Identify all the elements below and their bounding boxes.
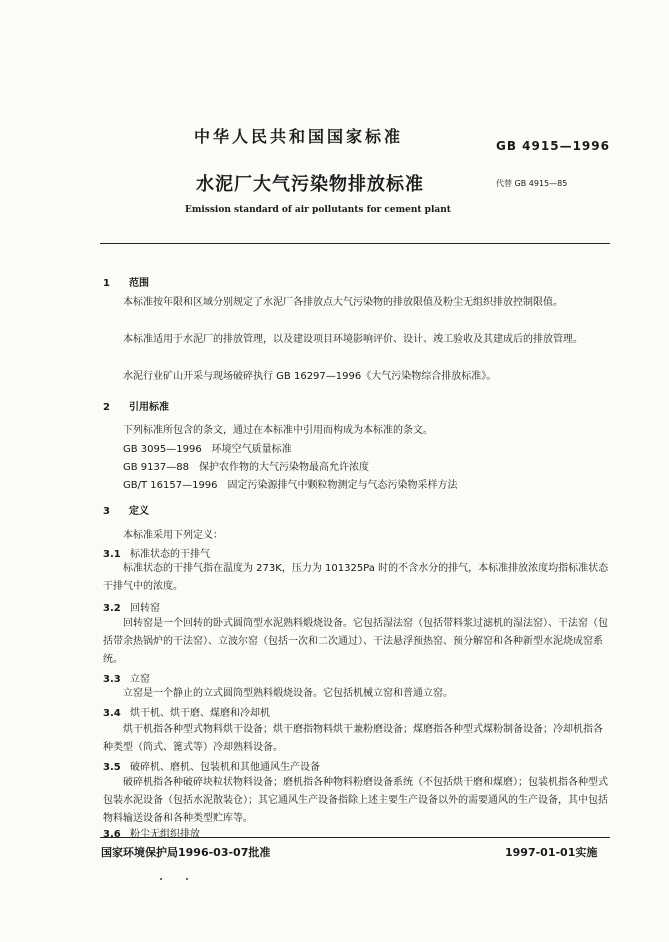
- definition-3-2-text: 回转窑是一个回转的卧式圆筒型水泥熟料煅烧设备。它包括湿法窑（包括带料浆过滤机的湿法窑）、干法窑（包括带余热锅炉的干法窑）、立波尔窑（包括一次和二次通过）、干法悬浮预热窑、预分解窑和各种新型水泥烧成窑系统。: [103, 618, 608, 665]
- definition-3-4-heading: [103, 704, 270, 719]
- effective-date: 1997-01-01实施: [505, 846, 598, 859]
- definition-3-3-text: 立窑是一个静止的立式圆筒型熟料煅烧设备。它包括机械立窑和普通立窑。: [123, 688, 453, 699]
- clause-number: 3.4: [103, 708, 121, 719]
- section-title: 引用标准: [129, 402, 169, 413]
- standard-code: GB 4915—1996: [496, 139, 610, 153]
- reference-item: GB/T 16157—1996 固定污染源排气中颗粒物测定与气态污染物采样方法: [123, 480, 458, 491]
- clause-number: 3.3: [103, 674, 121, 685]
- section-number: 1: [103, 278, 110, 289]
- reference-item: GB 9137—88 保护农作物的大气污染物最高允许浓度: [123, 462, 369, 473]
- scope-paragraph-2: 本标准适用于水泥厂的排放管理，以及建设项目环境影响评价、设计、竣工验收及其建成后的排放管理。: [123, 334, 583, 345]
- references-intro: 下列标准所包含的条文，通过在本标准中引用而构成为本标准的条文。: [123, 425, 433, 436]
- section-number: 2: [103, 402, 110, 413]
- section-title: 定义: [129, 506, 149, 517]
- definition-3-1-heading: [103, 545, 210, 560]
- clause-title: 立窑: [130, 674, 150, 685]
- section-3-heading: [103, 502, 149, 517]
- clause-number: 3.2: [103, 603, 121, 614]
- section-title: 范围: [129, 278, 149, 289]
- document-title: 水泥厂大气污染物排放标准: [196, 174, 424, 195]
- definition-3-5-text: 破碎机指各种破碎块粒状物料设备；磨机指各种物料粉磨设备系统（不包括烘干磨和煤磨）；包装机指各种型式包装水泥设备（包括水泥散装仓）；其它通风生产设备指除上述主要生产设备以外的需要通风的生产设备，其中包括物料输送设备和各种类型贮库等。: [103, 777, 608, 824]
- reference-item: GB 3095—1996 环境空气质量标准: [123, 444, 292, 455]
- clause-title: 标准状态的干排气: [130, 549, 210, 560]
- definition-3-1-text: 标准状态的干排气指在温度为 273K，压力为 101325Pa 时的不含水分的排气，本标准排放浓度均指标准状态干排气中的浓度。: [103, 563, 609, 592]
- clause-number: 3.6: [103, 829, 121, 840]
- scan-speck: [186, 878, 188, 880]
- clause-title: 粉尘无组织排放: [130, 829, 200, 840]
- section-number: 3: [103, 506, 110, 517]
- clause-number: 3.5: [103, 762, 121, 773]
- english-title: Emission standard of air pollutants for cement plant: [185, 205, 451, 215]
- definition-3-3-heading: [103, 670, 150, 685]
- scope-paragraph-3: 水泥行业矿山开采与现场破碎执行 GB 16297—1996《大气污染物综合排放标准》。: [123, 371, 497, 382]
- footer-divider: [100, 837, 610, 838]
- header-divider: [100, 243, 610, 244]
- definition-3-4-text: 烘干机指各种型式物料烘干设备；烘干磨指物料烘干兼粉磨设备；煤磨指各种型式煤粉制备设备；冷却机指各种类型（筒式、篦式等）冷却熟料设备。: [103, 724, 603, 753]
- approval-date: 国家环境保护局1996-03-07批准: [101, 846, 271, 859]
- scope-paragraph-1: 本标准按年限和区域分别规定了水泥厂各排放点大气污染物的排放限值及粉尘无组织排放控制限值。: [123, 297, 563, 308]
- issuing-authority: 中华人民共和国国家标准: [194, 127, 404, 146]
- definitions-intro: 本标准采用下列定义：: [123, 530, 223, 541]
- definition-3-2-heading: [103, 599, 160, 614]
- scan-speck: [160, 878, 162, 880]
- clause-title: 破碎机、磨机、包装机和其他通风生产设备: [130, 762, 320, 773]
- clause-number: 3.1: [103, 549, 121, 560]
- section-2-heading: [103, 398, 169, 413]
- replaces-note: 代替 GB 4915—85: [496, 179, 568, 188]
- definition-3-5-heading: [103, 758, 320, 773]
- clause-title: 回转窑: [130, 603, 160, 614]
- clause-title: 烘干机、烘干磨、煤磨和冷却机: [130, 708, 270, 719]
- section-1-heading: [103, 274, 149, 289]
